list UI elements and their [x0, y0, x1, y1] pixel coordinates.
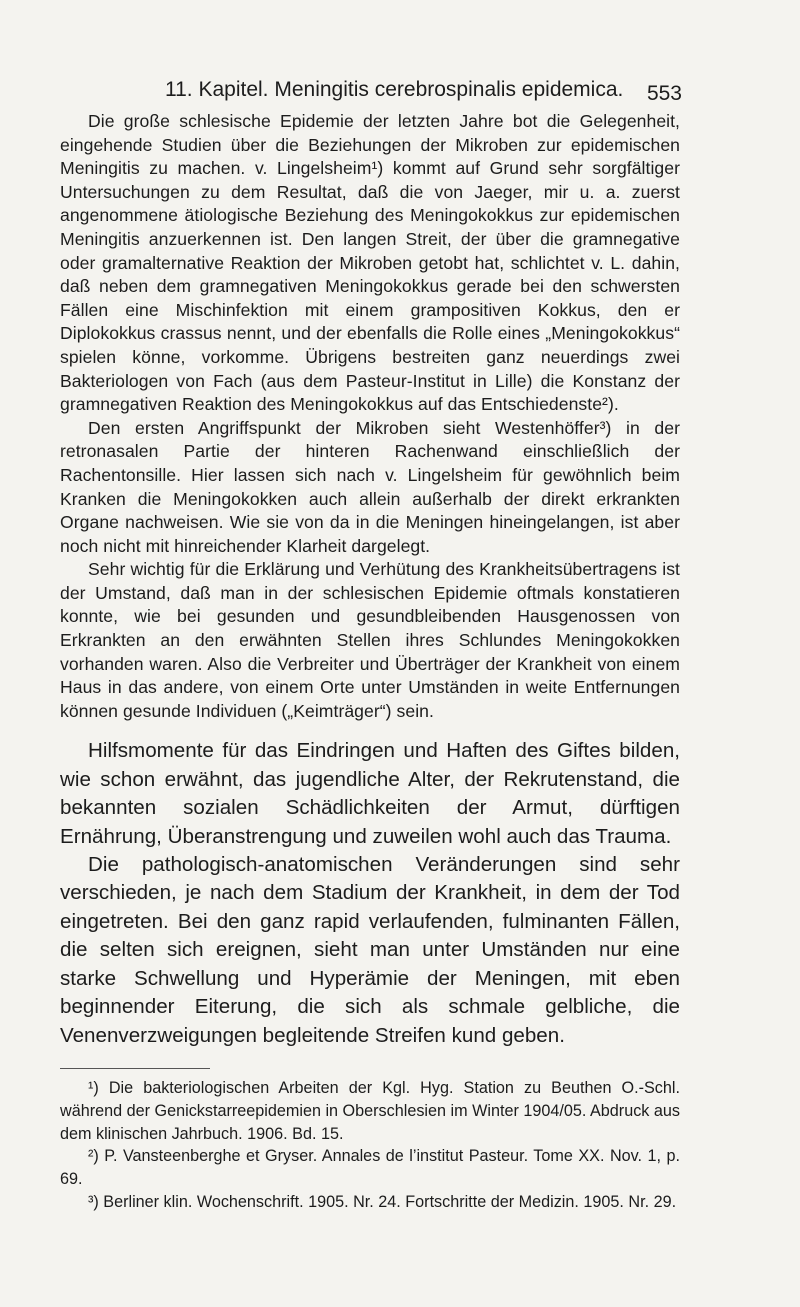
book-page [60, 70, 680, 1214]
footnote: ¹) Die bakteriologischen Arbeiten der Kgl. Hyg. Station zu Beuthen O.-Schl. während der Genickstarreepidemien in Oberschlesien im Winter 1904/05. Abdruck aus dem klinischen Jahrbuch. 1906. Bd. 15. [60, 1078, 680, 1143]
body-text-large [60, 737, 680, 1049]
paragraph: Hilfsmomente für das Eindringen und Haften des Giftes bilden, wie schon erwähnt, das jugendliche Alter, der Rekrutenstand, die bekannten sozialen Schädlichkeiten der Armut, dürftigen Ernährung, Überanstrengung und zuweilen wohl auch das Trauma. [60, 739, 680, 848]
footnote: ²) P. Vansteenberghe et Gryser. Annales de l’institut Pasteur. Tome XX. Nov. 1, p. 69. [60, 1147, 680, 1189]
body-text-small [60, 110, 680, 723]
running-header [60, 70, 680, 110]
paragraph: Sehr wichtig für die Erklärung und Verhütung des Krankheitsübertragens ist der Umstand, daß man in der schlesischen Epidemie oftmals konstatieren konnte, wie bei gesunden und gesundbleibenden Hausgenossen von Erkrankten an den erwähnten Stellen ihres Schlundes Meningokokken vorhanden waren. Also die Verbreiter und Überträger der Krankheit von einem Haus in das andere, von einem Orte unter Umständen in weite Entfernungen können gesunde Individuen („Keimträger“) sein. [60, 559, 680, 721]
chapter-title: 11. Kapitel. Meningitis cerebrospinalis epidemica. [165, 78, 624, 101]
page-number: 553 [646, 82, 682, 105]
paragraph: Den ersten Angriffspunkt der Mikroben sieht Westenhöffer³) in der retronasalen Partie der hinteren Rachenwand einschließlich der Rachentonsille. Hier lassen sich nach v. Lingelsheim für gewöhnlich beim Kranken die Meningokokken auch allein außerhalb der direkt erkrankten Organe nachweisen. Wie sie von da in die Meningen hineingelangen, ist aber noch nicht mit hinreichender Klarheit dargelegt. [60, 417, 680, 556]
paragraph: Die pathologisch-anatomischen Veränderungen sind sehr verschieden, je nach dem Stadium der Krankheit, in dem der Tod eingetreten. Bei den ganz rapid verlaufenden, fulminanten Fällen, die selten sich ereignen, sieht man unter Umständen nur eine starke Schwellung und Hyperämie der Meningen, mit eben beginnender Eiterung, die sich als schmale gelbliche, die Venenverzweigungen begleitende Streifen kund geben. [60, 853, 680, 1047]
footnote: ³) Berliner klin. Wochenschrift. 1905. Nr. 24. Fortschritte der Medizin. 1905. Nr. 29. [88, 1192, 677, 1211]
footnote-divider [60, 1068, 210, 1069]
paragraph: Die große schlesische Epidemie der letzten Jahre bot die Gelegenheit, eingehende Studien über die Beziehungen der Mikroben zur epidemischen Meningitis zu machen. v. Lingelsheim¹) kommt auf Grund sehr sorgfältiger Untersuchungen zu dem Resultat, daß die von Jaeger, mir u. a. zuerst angenommene ätiologische Beziehung des Meningokokkus zur epidemischen Meningitis anzuerkennen ist. Den langen Streit, der über die gramnegative oder gramalternative Reaktion der Mikroben getobt hat, schlichtet v. L. dahin, daß neben dem gramnegativen Meningokokkus gerade bei den schwersten Fällen eine Mischinfektion mit einem grampositiven Kokkus, den er Diplokokkus crassus nennt, und der ebenfalls die Rolle eines „Meningokokkus“ spielen könne, vorkomme. Übrigens bestreiten ganz neuerdings zwei Bakteriologen von Fach (aus dem Pasteur-Institut in Lille) die Konstanz der gramnegativen Reaktion des Meningokokkus auf das Entschiedenste²). [60, 111, 680, 415]
footnotes [60, 1077, 680, 1214]
